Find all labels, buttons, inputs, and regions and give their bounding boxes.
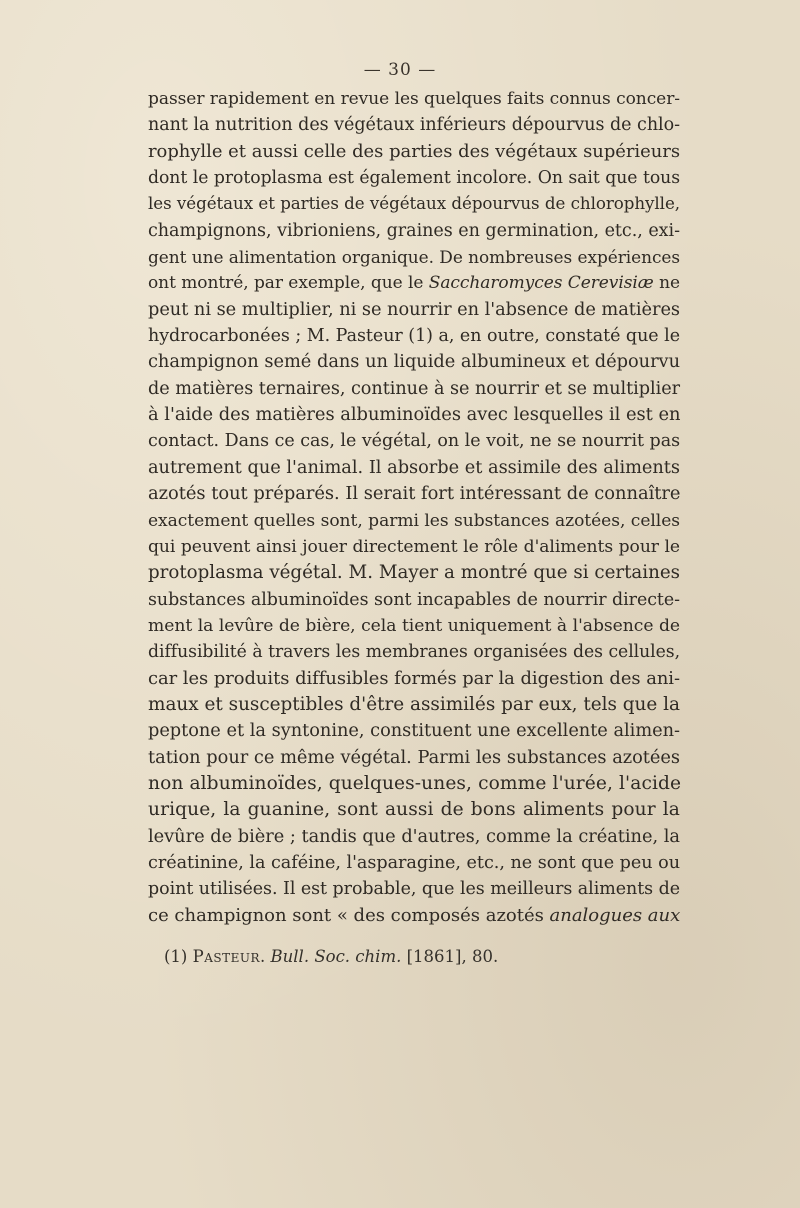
text-segment: passer rapidement en revue les quelques faits connus concer-: [148, 89, 680, 109]
text-line: [148, 455, 680, 481]
text-line: [148, 718, 680, 744]
text-segment: qui peuvent ainsi jouer directement le rôle d'aliments pour le: [148, 536, 680, 557]
text-segment: car les produits diffusibles formés par la digestion des ani-: [148, 667, 681, 689]
text-segment: protoplasma végétal. M. Mayer a montré que si certaines: [148, 562, 680, 584]
text-line: [148, 86, 680, 112]
text-segment: ment la levûre de bière, cela tient uniquement à l'absence de: [148, 615, 680, 636]
text-segment: créatinine, la caféine, l'asparagine, etc., ne sont que peu ou: [148, 852, 680, 873]
text-line: [148, 797, 680, 823]
text-line: [148, 270, 680, 296]
text-segment: champignon semé dans un liquide albumineux et dépourvu: [148, 351, 680, 373]
text-line: [148, 376, 680, 402]
text-segment: rophylle et aussi celle des parties des végétaux supérieurs: [148, 140, 680, 162]
text-line: [148, 191, 680, 217]
footnote-separator: .: [260, 947, 271, 966]
text-line: [148, 349, 680, 375]
text-segment: gent une alimentation organique. De nombreuses expériences: [148, 247, 680, 268]
text-segment: ne: [653, 273, 680, 294]
footnote-marker: (1): [164, 947, 193, 966]
text-segment: diffusibilité à travers les membranes organisées des cellules,: [148, 642, 680, 663]
text-segment: à l'aide des matières albuminoïdes avec lesquelles il est en: [148, 404, 681, 426]
text-line: [148, 666, 680, 692]
text-segment: peptone et la syntonine, constituent une excellente alimen-: [148, 721, 680, 742]
text-segment: non albuminoïdes, quelques-unes, comme l'urée, l'acide: [148, 772, 682, 794]
text-segment: maux et susceptibles d'être assimilés par eux, tels que la: [148, 693, 680, 715]
text-line: [148, 139, 680, 165]
text-segment: peut ni se multiplier, ni se nourrir en l'absence de matières: [148, 299, 680, 320]
text-line: [148, 481, 680, 507]
text-segment: les végétaux et parties de végétaux dépourvus de chlorophylle,: [148, 194, 680, 214]
footnote-journal: Bull. Soc. chim.: [270, 947, 402, 966]
text-segment: azotés tout préparés. Il serait fort intéressant de connaître: [148, 483, 681, 505]
text-line: [148, 297, 680, 323]
text-segment: de matières ternaires, continue à se nourrir et se multiplier: [148, 378, 681, 399]
text-line: [148, 244, 680, 270]
text-line: [148, 903, 680, 929]
text-line: [148, 771, 680, 797]
text-segment: contact. Dans ce cas, le végétal, on le voit, ne se nourrit pas: [148, 431, 680, 452]
text-line: [148, 534, 680, 560]
body-paragraph: [148, 86, 680, 929]
text-segment: point utilisées. Il est probable, que les meilleurs aliments de: [148, 879, 680, 900]
text-line: [148, 402, 680, 428]
text-line: [148, 692, 680, 718]
text-segment: substances albuminoïdes sont incapables de nourrir directe-: [148, 589, 680, 610]
footnote: [164, 946, 664, 968]
text-segment: tation pour ce même végétal. Parmi les substances azotées: [148, 746, 680, 768]
text-line: [148, 639, 680, 665]
text-segment: hydrocarbonées ; M. Pasteur (1) a, en outre, constaté que le: [148, 326, 680, 347]
text-line: [148, 112, 680, 138]
text-segment: levûre de bière ; tandis que d'autres, comme la créatine, la: [148, 825, 680, 847]
text-segment: ont montré, par exemple, que le: [148, 273, 429, 294]
text-line: [148, 613, 680, 639]
text-line: [148, 560, 680, 586]
text-line: [148, 850, 680, 876]
italic-text: analogues aux: [549, 904, 681, 926]
text-line: [148, 876, 680, 902]
text-line: [148, 218, 680, 244]
text-line: [148, 508, 680, 534]
text-segment: champignons, vibrioniens, graines en germination, etc., exi-: [148, 220, 680, 241]
footnote-reference: [1861], 80.: [401, 947, 499, 966]
text-segment: ce champignon sont « des composés azotés: [148, 904, 550, 926]
text-line: [148, 323, 680, 349]
italic-text: Saccharomyces Cerevisiæ: [428, 273, 654, 294]
text-segment: dont le protoplasma est également incolore. On sait que tous: [148, 168, 680, 189]
text-line: [148, 745, 680, 771]
text-line: [148, 165, 680, 191]
text-line: [148, 587, 680, 613]
text-line: [148, 824, 680, 850]
text-segment: autrement que l'animal. Il absorbe et assimile des aliments: [148, 457, 680, 478]
footnote-author: Pasteur: [192, 947, 261, 966]
text-segment: urique, la guanine, sont aussi de bons aliments pour la: [148, 799, 680, 821]
text-line: [148, 428, 680, 454]
page-number: — 30 —: [363, 60, 437, 80]
text-segment: exactement quelles sont, parmi les substances azotées, celles: [148, 510, 680, 531]
text-segment: nant la nutrition des végétaux inférieurs dépourvus de chlo-: [148, 115, 680, 136]
